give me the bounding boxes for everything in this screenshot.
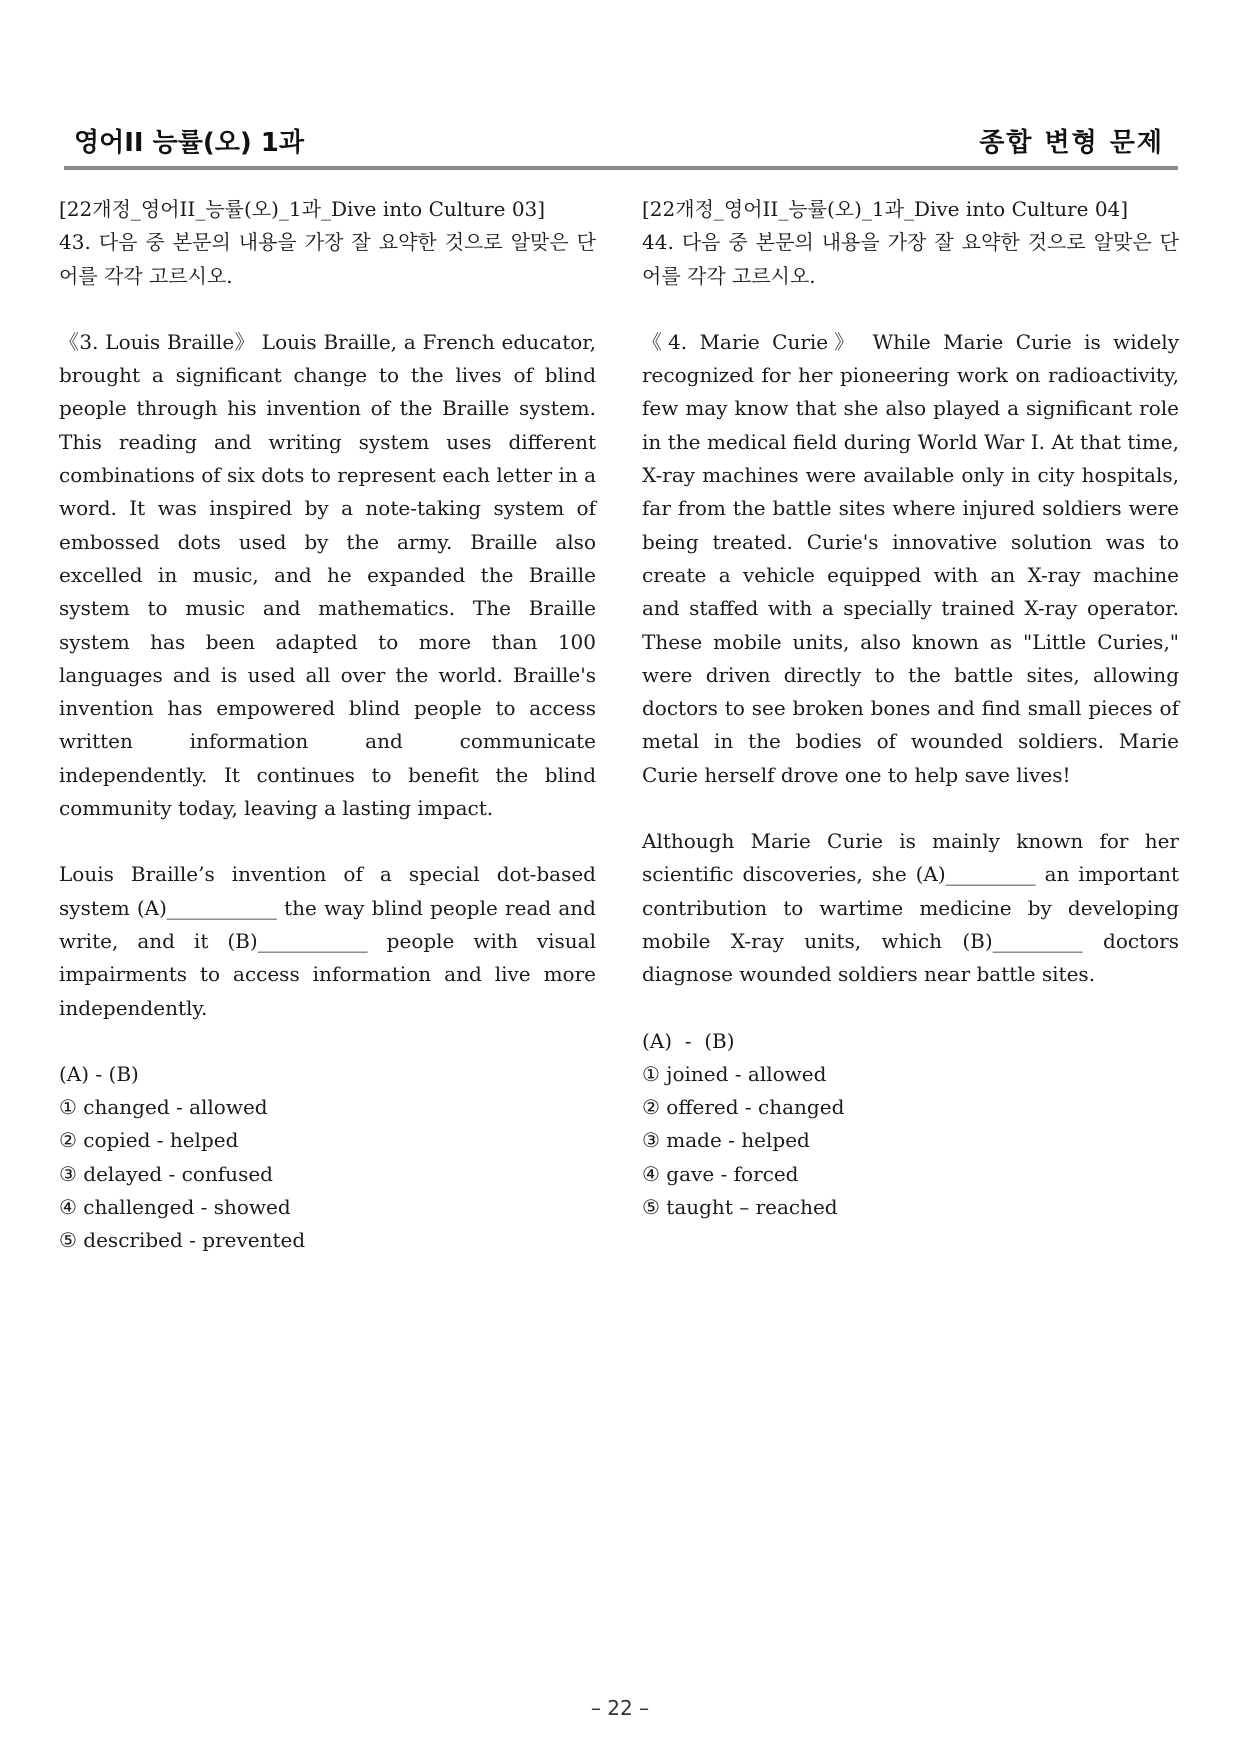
answer-option-1[interactable]: ① joined - allowed: [642, 1061, 827, 1086]
answer-option-3[interactable]: ③ delayed - confused: [59, 1161, 273, 1186]
reading-passage: 《4. Marie Curie》 While Marie Curie is widely recognized for her pioneering work on radioactivity, few may know that she also played a significant role in the medical field during World War I. At that time, X-ray machines were available only in city hospitals, far from the battle sites where injured soldiers were being treated. Curie's innovative solution was to create a vehicle equipped with an X-ray machine and staffed with a specially trained X-ray operator. These mobile units, also known as "Little Curies," were driven directly to the battle sites, allowing doctors to see broken bones and find small pieces of metal in the bodies of wounded soldiers. Marie Curie herself drove one to help save lives!: [642, 329, 1179, 787]
question-43-column: [59, 193, 596, 1258]
document-subtitle: 종합 변형 문제: [979, 128, 1164, 158]
answer-option-5[interactable]: ⑤ taught – reached: [642, 1195, 838, 1220]
page-header: [64, 118, 1178, 168]
answer-option-4[interactable]: ④ gave - forced: [642, 1161, 799, 1186]
question-44-column: [642, 193, 1179, 1224]
summary-sentence: Although Marie Curie is mainly known for her scientific discoveries, she (A)_________ an important contribution to wartime medicine by developing mobile X-ray units, which (B)_________ doctors diagnose wounded soldiers near battle sites.: [642, 829, 1179, 987]
options-header: (A) - (B): [59, 1061, 139, 1086]
answer-option-2[interactable]: ② copied - helped: [59, 1128, 239, 1153]
question-source: [22개정_영어II_능률(오)_1과_Dive into Culture 03]: [59, 197, 546, 221]
answer-option-1[interactable]: ① changed - allowed: [59, 1095, 268, 1120]
question-prompt: 44. 다음 중 본문의 내용을 가장 잘 요약한 것으로 알맞은 단어를 각각 고르시오.: [642, 230, 1179, 288]
answer-option-2[interactable]: ② offered - changed: [642, 1095, 845, 1120]
answer-option-5[interactable]: ⑤ described - prevented: [59, 1228, 306, 1253]
question-prompt: 43. 다음 중 본문의 내용을 가장 잘 요약한 것으로 알맞은 단어를 각각 고르시오.: [59, 230, 596, 288]
options-header: (A) - (B): [642, 1028, 735, 1053]
summary-sentence: Louis Braille’s invention of a special dot-based system (A)___________ the way blind people read and write, and it (B)___________ people with visual impairments to access information and live more independently.: [59, 862, 596, 1020]
answer-option-4[interactable]: ④ challenged - showed: [59, 1195, 291, 1220]
question-source: [22개정_영어II_능률(오)_1과_Dive into Culture 04]: [642, 197, 1129, 221]
page-number: – 22 –: [590, 1696, 650, 1720]
answer-option-3[interactable]: ③ made - helped: [642, 1128, 810, 1153]
answer-options: [642, 1025, 1179, 1225]
document-title: 영어II 능률(오) 1과: [74, 128, 305, 158]
answer-options: [59, 1058, 596, 1258]
header-divider: [64, 166, 1178, 170]
reading-passage: 《3. Louis Braille》 Louis Braille, a French educator, brought a significant change to the lives of blind people through his invention of the Braille system. This reading and writing system uses different combinations of six dots to represent each letter in a word. It was inspired by a note-taking system of embossed dots used by the army. Braille also excelled in music, and he expanded the Braille system to music and mathematics. The Braille system has been adapted to more than 100 languages and is used all over the world. Braille's invention has empowered blind people to access written information and communicate independently. It continues to benefit the blind community today, leaving a lasting impact.: [59, 329, 597, 821]
